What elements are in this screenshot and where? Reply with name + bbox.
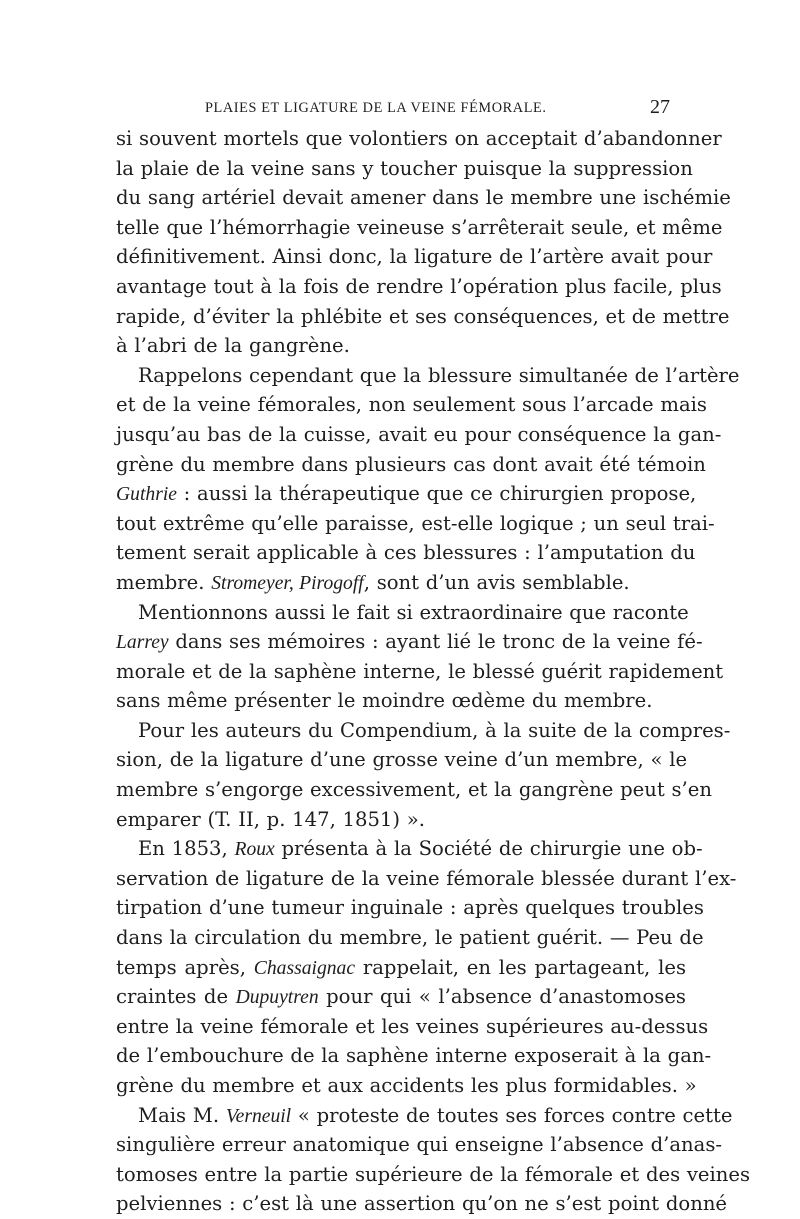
body-text — [116, 124, 751, 1219]
text-line: singulière erreur anatomique qui enseigne l’absence d’anas- — [116, 1133, 723, 1157]
author-name: Chassaignac — [253, 957, 356, 979]
text-line: morale et de la saphène interne, le blessé guérit rapidement — [116, 659, 724, 683]
author-name: Guthrie — [116, 484, 177, 506]
text-line: Larrey dans ses mémoires : ayant lié le tronc de la veine fé- — [116, 630, 703, 654]
text-line: temps après, Chassaignac rappelait, en les partageant, les — [116, 955, 686, 979]
text-line: pelviennes : c’est là une assertion qu’on ne s’est point donné — [116, 1192, 728, 1216]
text-line: avantage tout à la fois de rendre l’opération plus facile, plus — [116, 274, 722, 298]
text-line: de l’embouchure de la saphène interne exposerait à la gan- — [116, 1044, 712, 1068]
text-line: Mais M. Verneuil « proteste de toutes ses forces contre cette — [138, 1103, 733, 1127]
author-name: Dupuytren — [235, 987, 319, 1009]
author-name: Larrey — [116, 632, 169, 654]
text-line: et de la veine fémorales, non seulement sous l’arcade mais — [116, 393, 707, 417]
text-line: à l’abri de la gangrène. — [116, 334, 350, 358]
text-line: servation de ligature de la veine fémorale blessée durant l’ex- — [116, 866, 737, 890]
text-line: entre la veine fémorale et les veines supérieures au-dessus — [116, 1014, 709, 1038]
text-line: la plaie de la veine sans y toucher puisque la suppression — [116, 156, 693, 180]
text-line: membre s’engorge excessivement, et la gangrène peut s’en — [116, 778, 712, 802]
text-line: Mentionnons aussi le fait si extraordinaire que raconte — [138, 600, 689, 624]
text-line: si souvent mortels que volontiers on acceptait d’abandonner — [116, 127, 722, 150]
text-line: craintes de Dupuytren pour qui « l’absence d’anastomoses — [116, 985, 686, 1009]
text-line: grène du membre dans plusieurs cas dont avait été témoin — [116, 452, 706, 476]
text-line: tirpation d’une tumeur inguinale : après quelques troubles — [116, 896, 704, 920]
text-line: Pour les auteurs du Compendium, à la suite de la compres- — [138, 718, 731, 742]
text-line: membre. Stromeyer, Pirogoff, sont d’un avis semblable. — [116, 570, 630, 594]
running-title: PLAIES ET LIGATURE DE LA VEINE FÉMORALE. — [205, 100, 547, 116]
text-line: tout extrême qu’elle paraisse, est-elle logique ; un seul trai- — [116, 511, 715, 535]
text-line: sans même présenter le moindre œdème du membre. — [116, 689, 653, 713]
text-line: grène du membre et aux accidents les plus formidables. » — [116, 1074, 697, 1097]
text-line: tomoses entre la partie supérieure de la fémorale et des veines — [116, 1162, 751, 1186]
author-name: Verneuil — [225, 1105, 292, 1127]
text-line: Rappelons cependant que la blessure simultanée de l’artère — [138, 363, 740, 387]
page-number: 27 — [650, 96, 670, 118]
text-line: du sang artériel devait amener dans le membre une ischémie — [116, 186, 731, 210]
text-line: emparer (T. II, p. 147, 1851) ». — [116, 807, 425, 831]
text-line: Guthrie : aussi la thérapeutique que ce chirurgien propose, — [116, 482, 697, 506]
text-line: jusqu’au bas de la cuisse, avait eu pour conséquence la gan- — [116, 422, 722, 446]
text-line: définitivement. Ainsi donc, la ligature de l’artère avait pour — [116, 245, 713, 269]
text-line: telle que l’hémorrhagie veineuse s’arrêterait seule, et même — [116, 215, 723, 239]
text-line: dans la circulation du membre, le patient guérit. — Peu de — [116, 926, 704, 950]
text-line: tement serait applicable à ces blessures : l’amputation du — [116, 541, 696, 565]
text-line: rapide, d’éviter la phlébite et ses conséquences, et de mettre — [116, 304, 730, 328]
text-line: En 1853, Roux présenta à la Société de chirurgie une ob- — [138, 837, 703, 861]
author-name: Stromeyer, Pirogoff — [211, 572, 364, 594]
text-line: sion, de la ligature d’une grosse veine d’un membre, « le — [116, 748, 688, 772]
author-name: Roux — [234, 839, 275, 861]
